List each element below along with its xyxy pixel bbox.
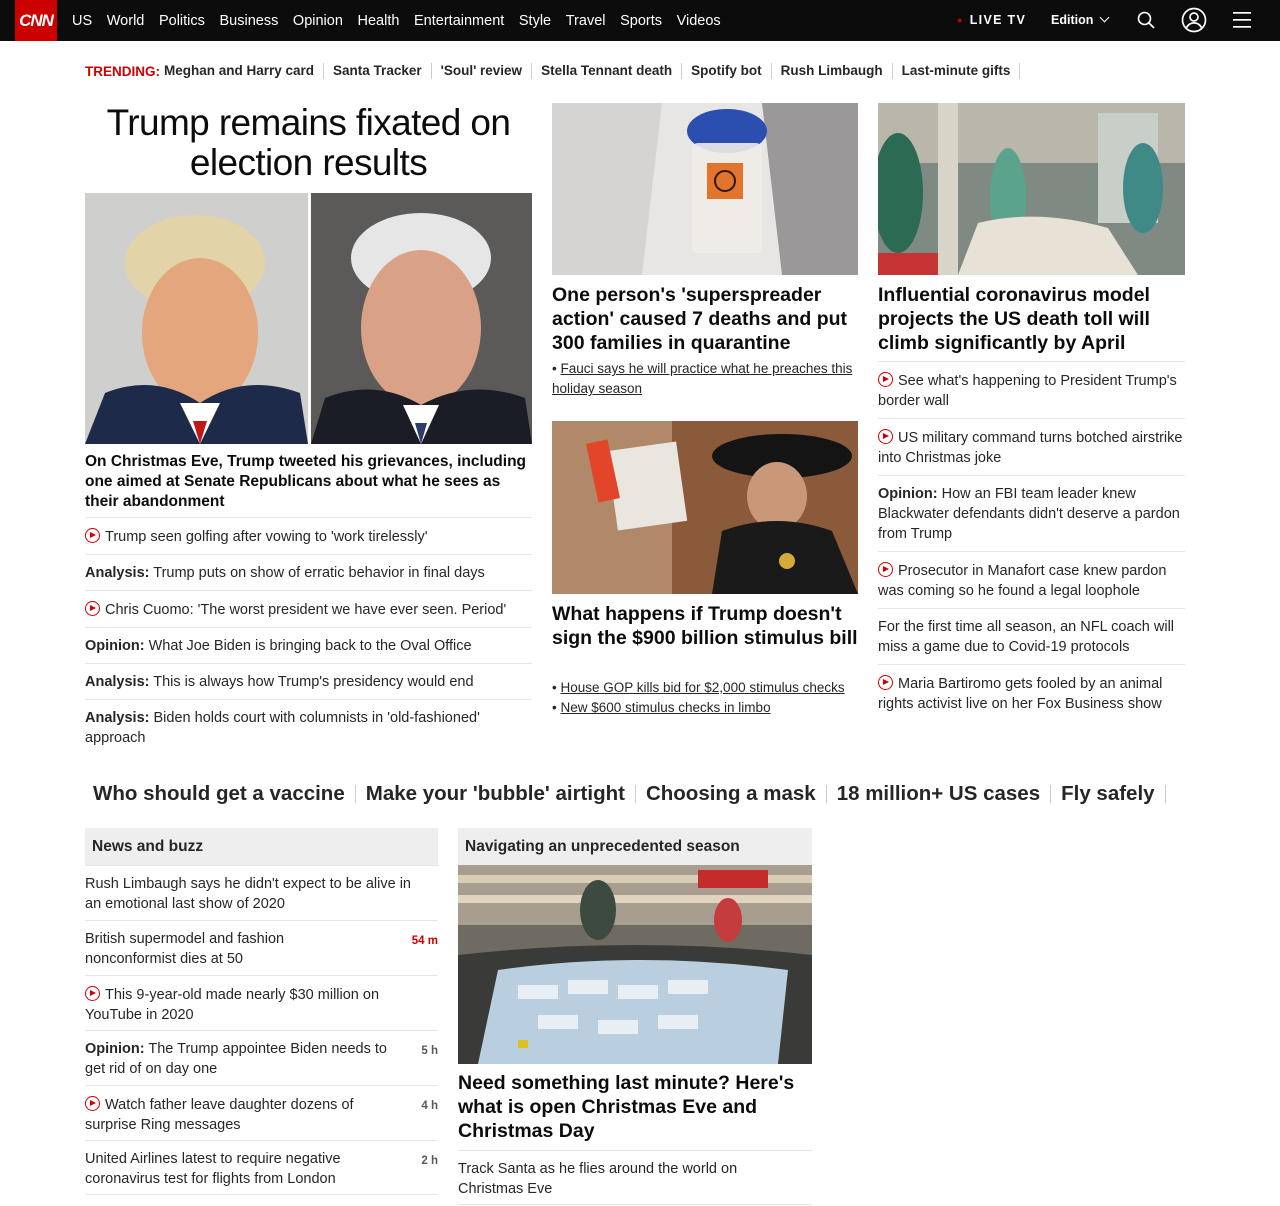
story-image-hospital[interactable]: [878, 103, 1185, 275]
top-navigation: [0, 0, 1280, 41]
season-row[interactable]: [458, 1150, 812, 1205]
list-item-prefix: Analysis:: [85, 674, 150, 690]
buzz-row-text: [85, 874, 430, 914]
nav-link-opinion[interactable]: Opinion: [292, 12, 343, 29]
story-image-lab-illustration: [552, 103, 858, 275]
list-item-text: Trump puts on show of erratic behavior in final days: [153, 565, 485, 581]
trending-item[interactable]: Stella Tennant death: [541, 63, 682, 79]
buzz-timestamp: 54 m: [411, 935, 438, 947]
trending-label: TRENDING:: [85, 63, 160, 79]
list-item[interactable]: [85, 590, 532, 627]
video-play-icon: [878, 675, 893, 690]
buzz-row-text: [85, 929, 315, 969]
list-item-text: US military command turns botched airstrike into Christmas joke: [878, 430, 1183, 466]
buzz-row[interactable]: [85, 1085, 438, 1140]
list-item[interactable]: [85, 517, 532, 554]
buzz-row-text: [85, 1149, 380, 1189]
list-item-text: Trump seen golfing after vowing to 'work tirelessly': [105, 529, 428, 545]
list-item-prefix: Analysis:: [85, 565, 150, 581]
list-item-text: Prosecutor in Manafort case knew pardon was coming so he found a legal loophole: [878, 563, 1167, 599]
nav-link-health[interactable]: Health: [357, 12, 400, 29]
edition-label: Edition: [1051, 13, 1094, 27]
live-tv-label: LIVE TV: [969, 13, 1027, 27]
season-story-title[interactable]: Need something last minute? Here's what is open Christmas Eve and Christmas Day: [458, 1072, 795, 1142]
buzz-prefix: Opinion:: [85, 1041, 145, 1057]
trending-item[interactable]: Santa Tracker: [333, 63, 432, 79]
nav-link-style[interactable]: Style: [518, 12, 552, 29]
buzz-headline: This 9-year-old made nearly $30 million on YouTube in 2020: [85, 987, 380, 1023]
bullet-link[interactable]: House GOP kills bid for $2,000 stimulus checks: [560, 680, 845, 695]
list-item-text: For the first time all season, an NFL coach will miss a game due to Covid-19 protocols: [878, 619, 1175, 655]
bullet-item[interactable]: • New $600 stimulus checks in limbo: [552, 700, 771, 715]
nav-link-sports[interactable]: Sports: [620, 12, 662, 29]
section-link[interactable]: Make your 'bubble' airtight: [366, 785, 636, 803]
edition-menu[interactable]: [1051, 13, 1108, 27]
trending-item[interactable]: Rush Limbaugh: [781, 63, 893, 79]
buzz-headline: The Trump appointee Biden needs to get rid of on day one: [85, 1041, 387, 1077]
list-item-prefix: Opinion:: [85, 638, 145, 654]
buzz-headline: Rush Limbaugh says he didn't expect to be alive in an emotional last show of 2020: [85, 876, 411, 912]
buzz-timestamp: 2 h: [421, 1155, 438, 1167]
buzz-row-text: [85, 1094, 380, 1135]
search-icon[interactable]: [1137, 11, 1155, 29]
trending-item[interactable]: Last-minute gifts: [902, 63, 1021, 79]
story-image-sheriff[interactable]: [552, 421, 858, 594]
nav-link-business[interactable]: Business: [219, 12, 279, 29]
bullet-link[interactable]: Fauci says he will practice what he preaches this holiday season: [552, 361, 853, 396]
lead-caption[interactable]: On Christmas Eve, Trump tweeted his grievances, including one aimed at Senate Republicans about what he sees as their abandonment: [85, 453, 527, 510]
buzz-headline: British supermodel and fashion nonconformist dies at 50: [85, 931, 285, 967]
list-item-text: Chris Cuomo: 'The worst president we have ever seen. Period': [105, 602, 507, 618]
lead-image-illustration: [85, 193, 532, 444]
list-item[interactable]: [85, 699, 532, 755]
video-play-icon: [85, 1096, 100, 1111]
story-image-sheriff-illustration: [552, 421, 858, 594]
buzz-row[interactable]: [85, 975, 438, 1030]
story-image-hospital-illustration: [878, 103, 1185, 275]
live-dot-icon: ●: [957, 15, 964, 25]
user-account-icon[interactable]: [1181, 7, 1207, 33]
buzz-timestamp: 5 h: [421, 1045, 438, 1057]
cnn-logo[interactable]: CNN: [15, 0, 57, 41]
bullet-link[interactable]: New $600 stimulus checks in limbo: [560, 700, 771, 715]
video-play-icon: [878, 562, 893, 577]
nav-links: [72, 0, 735, 41]
list-item-text: See what's happening to President Trump's border wall: [878, 373, 1177, 409]
section-links: [93, 780, 1176, 808]
bullet-item[interactable]: • House GOP kills bid for $2,000 stimulus checks: [552, 680, 845, 695]
season-image-grocery-illustration: [458, 865, 812, 1064]
season-image-grocery[interactable]: [458, 865, 812, 1064]
season-headline: Track Santa as he flies around the world on Christmas Eve: [458, 1161, 738, 1197]
buzz-row[interactable]: [85, 865, 438, 920]
list-item-text: This is always how Trump's presidency would end: [153, 674, 474, 690]
list-item-text: How an FBI team leader knew Blackwater defendants didn't deserve a pardon from Trump: [878, 486, 1180, 542]
nav-link-travel[interactable]: Travel: [565, 12, 606, 29]
related-list: [878, 361, 1185, 721]
buzz-row-text: [85, 984, 400, 1025]
season-header: Navigating an unprecedented season: [458, 828, 812, 865]
season-row-text: [458, 1159, 788, 1199]
hamburger-menu-icon[interactable]: [1233, 12, 1251, 28]
buzz-headline: Watch father leave daughter dozens of surprise Ring messages: [85, 1097, 354, 1133]
list-item[interactable]: [878, 418, 1185, 475]
section-link[interactable]: Choosing a mask: [646, 785, 827, 803]
list-item[interactable]: [85, 554, 532, 590]
section-link[interactable]: Who should get a vaccine: [93, 785, 356, 803]
list-item[interactable]: [878, 361, 1185, 418]
nav-link-world[interactable]: World: [106, 12, 145, 29]
story-image-lab[interactable]: [552, 103, 858, 275]
list-item-prefix: Opinion:: [878, 486, 938, 502]
list-item-text: Maria Bartiromo gets fooled by an animal rights activist live on her Fox Business show: [878, 676, 1163, 712]
section-link[interactable]: Fly safely: [1061, 785, 1165, 803]
buzz-row[interactable]: [85, 1140, 438, 1195]
nav-link-politics[interactable]: Politics: [158, 12, 205, 29]
buzz-timestamp: 4 h: [421, 1100, 438, 1112]
nav-link-entertainment[interactable]: Entertainment: [414, 12, 505, 29]
video-play-icon: [878, 429, 893, 444]
story-bullets: [552, 678, 862, 718]
bullet-item[interactable]: • Fauci says he will practice what he preaches this holiday season: [552, 361, 853, 396]
list-item[interactable]: [878, 608, 1185, 664]
list-item-text: What Joe Biden is bringing back to the Oval Office: [148, 638, 472, 654]
chevron-down-icon: [1100, 13, 1110, 23]
buzz-row[interactable]: [85, 920, 438, 975]
buzz-headline: United Airlines latest to require negative coronavirus test for flights from London: [85, 1151, 341, 1187]
lead-related-list: [85, 517, 532, 755]
live-tv-button[interactable]: [957, 13, 1026, 27]
list-item[interactable]: [878, 475, 1185, 551]
trending-item[interactable]: Meghan and Harry card: [164, 63, 324, 79]
video-play-icon: [85, 986, 100, 1001]
video-play-icon: [85, 601, 100, 616]
buzz-row-text: [85, 1039, 390, 1079]
list-item-prefix: Analysis:: [85, 710, 150, 726]
nav-link-us[interactable]: US: [72, 12, 93, 29]
story-title[interactable]: Influential coronavirus model projects the US death toll will climb significantly by April: [878, 284, 1150, 354]
trending-bar: [85, 62, 1029, 80]
news-buzz-header: News and buzz: [85, 828, 438, 865]
list-item[interactable]: [85, 627, 532, 663]
story-title[interactable]: What happens if Trump doesn't sign the $900 billion stimulus bill: [552, 603, 858, 649]
story-bullets: [552, 359, 858, 399]
buzz-row[interactable]: [85, 1030, 438, 1085]
trending-item[interactable]: 'Soul' review: [441, 63, 532, 79]
section-link[interactable]: 18 million+ US cases: [837, 785, 1051, 803]
list-item[interactable]: [878, 551, 1185, 608]
story-title[interactable]: One person's 'superspreader action' caused 7 deaths and put 300 families in quarantine: [552, 284, 848, 354]
list-item[interactable]: [85, 663, 532, 699]
list-item-text: Biden holds court with columnists in 'old-fashioned' approach: [85, 710, 480, 746]
list-item[interactable]: [878, 664, 1185, 721]
lead-image[interactable]: [85, 193, 532, 444]
video-play-icon: [85, 528, 100, 543]
nav-link-videos[interactable]: Videos: [676, 12, 721, 29]
video-play-icon: [878, 372, 893, 387]
trending-item[interactable]: Spotify bot: [691, 63, 772, 79]
lead-headline[interactable]: Trump remains fixated on election results: [106, 102, 511, 183]
